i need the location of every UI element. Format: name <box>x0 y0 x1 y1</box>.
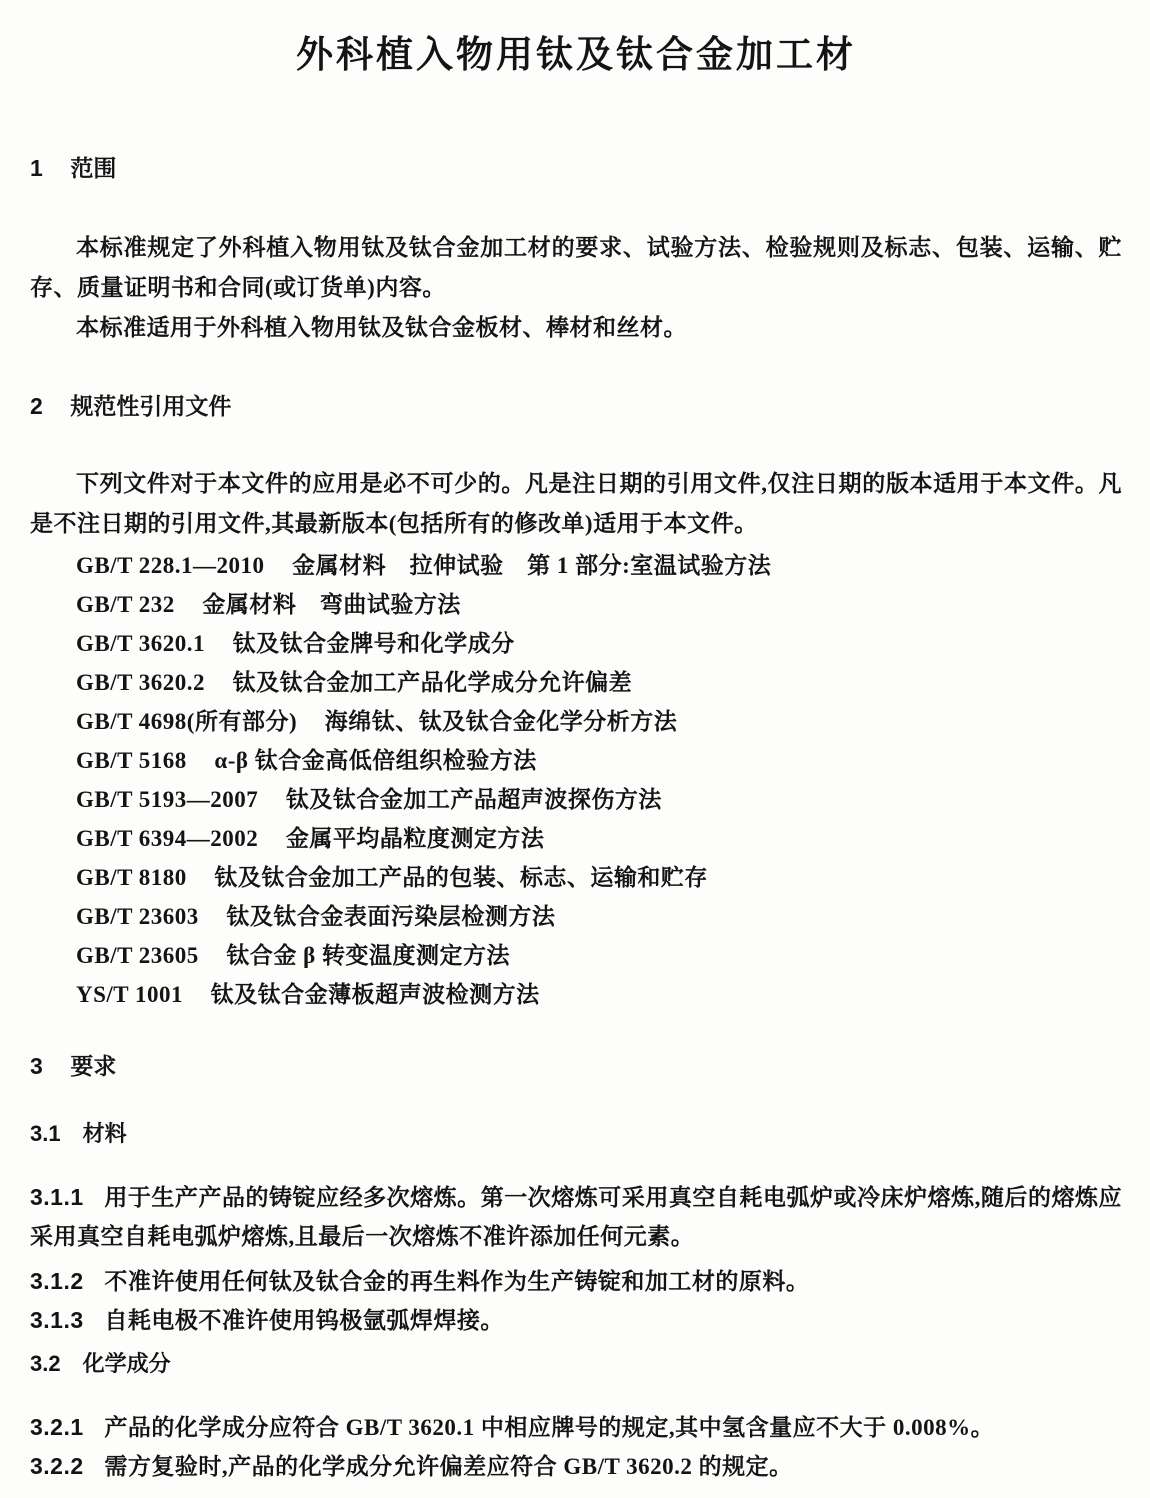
reference-code: GB/T 232 <box>76 592 175 617</box>
clause-number: 3.1.3 <box>30 1307 84 1333</box>
subsection-heading-3-1 <box>30 1118 1122 1150</box>
subsection-heading-text: 化学成分 <box>82 1351 171 1376</box>
reference-item <box>30 819 1122 858</box>
reference-code: GB/T 3620.1 <box>76 631 206 656</box>
reference-title: 钛及钛合金加工产品化学成分允许偏差 <box>232 670 633 695</box>
section-heading-1 <box>30 152 1122 184</box>
subsection-number: 3.2 <box>30 1351 61 1376</box>
reference-item <box>30 780 1122 819</box>
reference-code: GB/T 8180 <box>76 865 187 890</box>
reference-code: GB/T 23603 <box>76 904 199 929</box>
clause-text: 自耗电极不准许使用钨极氩弧焊焊接。 <box>104 1308 504 1333</box>
reference-title: 钛及钛合金表面污染层检测方法 <box>226 904 556 929</box>
reference-code: GB/T 6394—2002 <box>76 826 259 851</box>
section-heading-3 <box>30 1050 1122 1082</box>
clause-3-2-1 <box>30 1408 1122 1447</box>
reference-item <box>30 546 1122 585</box>
reference-title: 金属材料 弯曲试验方法 <box>202 592 461 617</box>
paragraph-references-intro: 下列文件对于本文件的应用是必不可少的。凡是注日期的引用文件,仅注日期的版本适用于本文件。凡是不注日期的引用文件,其最新版本(包括所有的修改单)适用于本文件。 <box>30 471 1122 536</box>
reference-item <box>30 858 1122 897</box>
reference-title: 钛及钛合金牌号和化学成分 <box>232 631 515 656</box>
reference-item <box>30 702 1122 741</box>
section-heading-text: 规范性引用文件 <box>70 393 232 419</box>
clause-text: 需方复验时,产品的化学成分允许偏差应符合 GB/T 3620.2 的规定。 <box>104 1454 793 1479</box>
reference-title: α-β 钛合金高低倍组织检验方法 <box>214 748 537 773</box>
reference-title: 钛合金 β 转变温度测定方法 <box>226 943 511 968</box>
reference-title: 钛及钛合金加工产品的包装、标志、运输和贮存 <box>214 865 708 890</box>
clause-3-1-3 <box>30 1301 1122 1340</box>
reference-item <box>30 741 1122 780</box>
clause-number: 3.2.2 <box>30 1453 84 1479</box>
clause-number: 3.1.2 <box>30 1268 84 1294</box>
section-number: 2 <box>30 393 43 419</box>
reference-item <box>30 585 1122 624</box>
subsection-number: 3.1 <box>30 1121 61 1146</box>
paragraph-scope-2: 本标准适用于外科植入物用钛及钛合金板材、棒材和丝材。 <box>76 315 687 340</box>
clause-number: 3.2.1 <box>30 1414 84 1440</box>
clause-3-1-2 <box>30 1262 1122 1301</box>
clause-text: 用于生产产品的铸锭应经多次熔炼。第一次熔炼可采用真空自耗电弧炉或冷床炉熔炼,随后的熔炼应采用真空自耗电弧炉熔炼,且最后一次熔炼不准许添加任何元素。 <box>30 1185 1122 1249</box>
reference-code: GB/T 4698(所有部分) <box>76 709 298 734</box>
subsection-heading-text: 材料 <box>82 1121 127 1146</box>
reference-item <box>30 975 1122 1014</box>
clause-number: 3.1.1 <box>30 1184 84 1210</box>
reference-title: 金属平均晶粒度测定方法 <box>285 826 545 851</box>
section-heading-2 <box>30 390 1122 422</box>
reference-title: 钛及钛合金薄板超声波检测方法 <box>210 982 540 1007</box>
clause-text: 不准许使用任何钛及钛合金的再生料作为生产铸锭和加工材的原料。 <box>104 1269 810 1294</box>
reference-item <box>30 936 1122 975</box>
reference-code: GB/T 228.1—2010 <box>76 553 265 578</box>
clause-text: 产品的化学成分应符合 GB/T 3620.1 中相应牌号的规定,其中氢含量应不大于 0.008%。 <box>104 1415 995 1440</box>
reference-code: GB/T 23605 <box>76 943 199 968</box>
section-heading-text: 范围 <box>70 155 117 181</box>
reference-title: 钛及钛合金加工产品超声波探伤方法 <box>285 787 662 812</box>
section-number: 3 <box>30 1053 43 1079</box>
reference-item <box>30 897 1122 936</box>
reference-item <box>30 624 1122 663</box>
reference-code: YS/T 1001 <box>76 982 183 1007</box>
clause-3-1-1 <box>30 1178 1122 1256</box>
document-title: 外科植入物用钛及钛合金加工材 <box>296 34 856 75</box>
section-number: 1 <box>30 155 43 181</box>
section-heading-text: 要求 <box>70 1053 117 1079</box>
reference-title: 金属材料 拉伸试验 第 1 部分:室温试验方法 <box>292 553 772 578</box>
reference-code: GB/T 3620.2 <box>76 670 206 695</box>
reference-code: GB/T 5168 <box>76 748 187 773</box>
reference-item <box>30 663 1122 702</box>
paragraph-scope-1: 本标准规定了外科植入物用钛及钛合金加工材的要求、试验方法、检验规则及标志、包装、运输、贮存、质量证明书和合同(或订货单)内容。 <box>30 235 1122 300</box>
reference-code: GB/T 5193—2007 <box>76 787 259 812</box>
clause-3-2-2 <box>30 1447 1122 1486</box>
subsection-heading-3-2 <box>30 1348 1122 1380</box>
reference-title: 海绵钛、钛及钛合金化学分析方法 <box>324 709 678 734</box>
reference-list <box>30 546 1122 1014</box>
